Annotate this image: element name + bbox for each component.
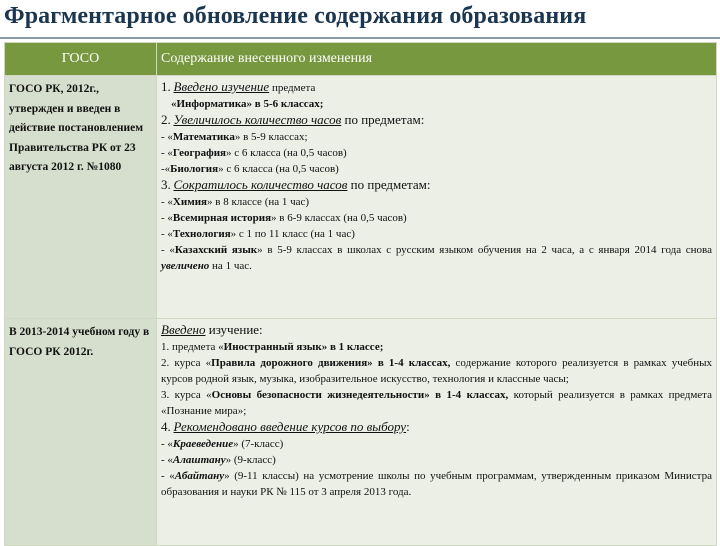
list-item: - «Технология» с 1 по 11 класс (на 1 час) (161, 228, 355, 240)
slide-title: Фрагментарное обновление содержания образования (4, 3, 587, 29)
list-item: - «География» с 6 класса (на 0,5 часов) (161, 147, 347, 159)
changes-table (4, 42, 717, 546)
list-item: 1. предмета «Иностранный язык» в 1 классе; (161, 341, 384, 353)
list-item: - «Казахский язык» в 5-9 классах в школах с русским языком обучения на 2 часа, а с января 2014 года снова увеличено на 1 час. (161, 244, 712, 272)
item4-line: 4. Рекомендовано введение курсов по выбору: (161, 419, 410, 434)
intro-line: Введено изучение: (161, 322, 263, 337)
row1-content (157, 76, 717, 319)
list-item: 2. курса «Правила дорожного движения» в 1-4 классах, содержание которого реализуется в рамках учебных курсов родной язык, музыка, изобразительное искусство, технология и классные часы; (161, 357, 713, 385)
list-item: - «Математика» в 5-9 классах; (161, 131, 308, 143)
title-divider (0, 37, 720, 39)
header-goso: ГОСО (5, 43, 157, 76)
row2-content (157, 319, 717, 546)
item1-line1: 1. Введено изучение предмета (161, 79, 316, 94)
list-item: - «Химия» в 8 классе (на 1 час) (161, 196, 310, 208)
table-header-row (5, 43, 717, 76)
list-item: - «Абайтану» (9-11 классы) на усмотрение школы по учебным программам, утвержденным приказом Министра образования и науки РК № 115 от 3 апреля 2013 года. (161, 470, 712, 498)
list-item: - «Всемирная история» в 6-9 классах (на 0,5 часов) (161, 212, 407, 224)
list-item: - «Краеведение» (7-класс) (161, 438, 284, 450)
list-item: -«Биология» с 6 класса (на 0,5 часов) (161, 163, 339, 175)
header-content: Содержание внесенного изменения (157, 43, 717, 76)
item1-line2: «Информатика» в 5-6 классах; (171, 98, 324, 110)
item3-line: 3. Сократилось количество часов по предметам: (161, 177, 431, 192)
table-row (5, 319, 717, 546)
row1-label: ГОСО РК, 2012г., утвержден и введен в действие постановлением Правительства РК от 23 августа 2012 г. №1080 (5, 76, 157, 319)
list-item: - «Алаштану» (9-класс) (161, 454, 276, 466)
item2-line: 2. Увеличилось количество часов по предметам: (161, 112, 425, 127)
list-item: 3. курса «Основы безопасности жизнедеятельности» в 1-4 классах, который реализуется в рамках предмета «Познание мира»; (161, 389, 713, 417)
row2-label: В 2013-2014 учебном году в ГОСО РК 2012г. (5, 319, 157, 546)
table-row (5, 76, 717, 319)
